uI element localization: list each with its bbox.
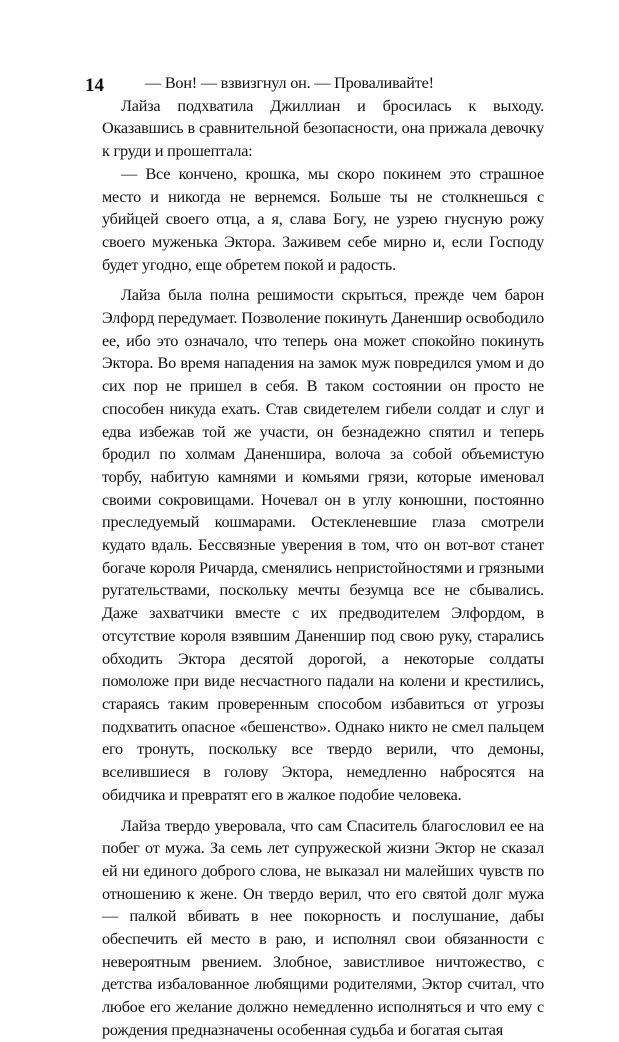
paragraph-dialogue-2: — Все кончено, крошка, мы скоро покинем это страшное место и никогда не вернемся. Больше ты не столкнешься с убийцей своего отца, а я, слава Богу, не узрею гнусную рожу своего муженька Эктора. Заживем себе мирно и, если Господу будет угодно, еще обретем покой и радость.: [102, 164, 544, 274]
paragraph-5: Лайза твердо уверовала, что сам Спаситель благословил ее на побег от мужа. За семь лет супружеской жизни Эктор не сказал ей ни единого доброго слова, не выказал ни малейших чувств по отношению к жене. Он твердо верил, что его святой долг мужа — палкой вбивать в нее покорность и послушание, дабы обеспечить ей место в раю, и исполнял свои обязанности с невероятным рвением. Злобное, завистливое ничтожество, с детства избалованное любящими родителями, Эктор считал, что любое его желание должно немедленно исполняться и что ему с рождения предназначены особенная судьба и богатая сытая: [102, 816, 544, 1039]
body-text: [102, 72, 544, 1042]
paragraph-2: Лайза подхватила Джиллиан и бросилась к выходу. Оказавшись в сравнительной безопасности, она прижала девочку к груди и прошептала:: [102, 96, 544, 161]
paragraph-4: Лайза была полна решимости скрыться, прежде чем барон Элфорд передумает. Позволение покинуть Даненшир освободило ее, ибо это означало, что теперь она может спокойно покинуть Эктора. Во время нападения на замок муж повредился умом и до сих пор не пришел в себя. В таком состоянии он просто не способен никуда ехать. Став свидетелем гибели солдат и слуг и едва избежав той же участи, он безнадежно спятил и теперь бродил по холмам Даненшира, волоча за собой объемистую торбу, набитую камнями и комьями грязи, которые именовал своими сокровищами. Ночевал он в углу конюшни, постоянно преследуемый кошмарами. Остекленевшие глаза смотрели кудато вдаль. Бессвязные уверения в том, что он вот-вот станет богаче короля Ричарда, сменялись непристойностями и грязными ругательствами, поскольку мечты безумца все не сбывались. Даже захватчики вместе с их предводителем Элфордом, в отсутствие короля взявшим Даненшир под свою руку, старались обходить Эктора десятой дорогой, а некоторые солдаты помоложе при виде несчастного падали на колени и крестились, стараясь таким проверенным способом избавиться от угрозы подхватить опасное «бешенство». Однако никто не смел пальцем его тронуть, поскольку все твердо верили, что демоны, вселившиеся в голову Эктора, немедленно набросятся на обидчика и превратят его в жалкое подобие человека.: [102, 286, 544, 804]
paragraph-dialogue-1: — Вон! — взвизгнул он. — Проваливайте!: [145, 74, 434, 92]
page-number: 14: [85, 75, 104, 96]
